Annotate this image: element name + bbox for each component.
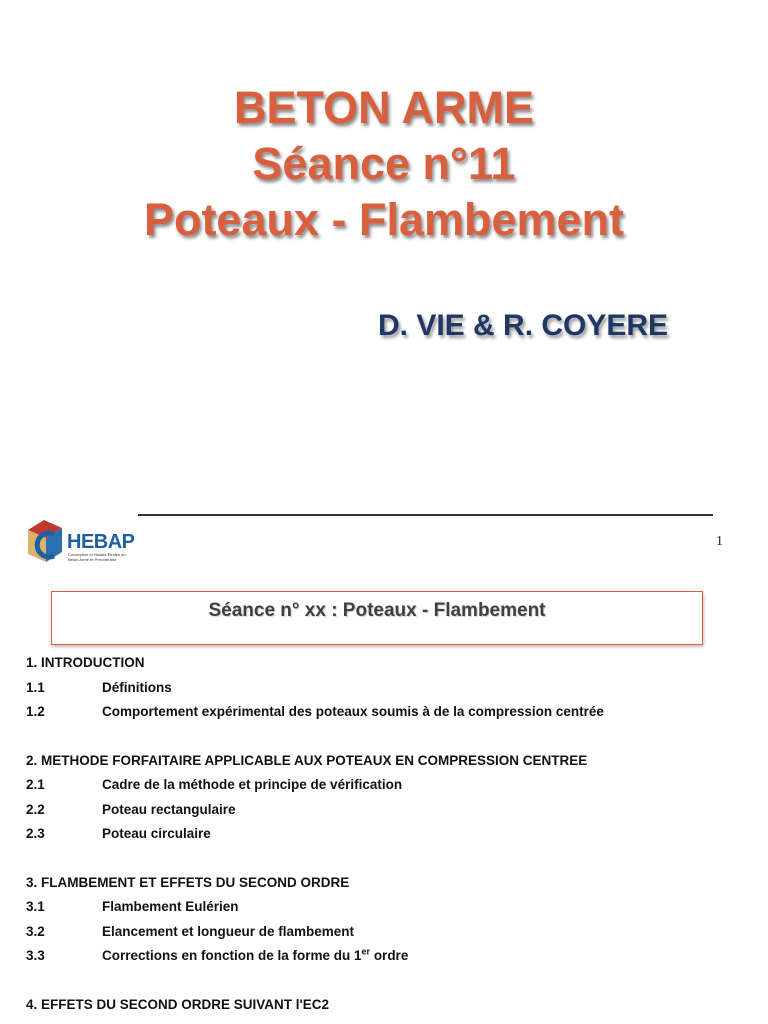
toc-heading-box	[51, 591, 703, 645]
chebap-logo	[24, 516, 134, 568]
toc-item-label: Cadre de la méthode et principe de vérification	[102, 777, 403, 792]
toc-section-title: 1. INTRODUCTION	[26, 655, 145, 670]
slide-title	[0, 80, 768, 248]
toc-item	[26, 801, 746, 826]
toc-item-label-sup: er	[361, 946, 371, 957]
toc-section-title: 3. FLAMBEMENT ET EFFETS DU SECOND ORDRE	[26, 874, 350, 890]
toc-item-label	[102, 948, 408, 963]
toc-section-title: 4. EFFETS DU SECOND ORDRE SUIVANT l'EC2	[26, 996, 329, 1012]
toc-item-label: Comportement expérimental des poteaux soumis à de la compression centrée	[102, 704, 604, 719]
page-number: 1	[716, 534, 723, 549]
divider	[138, 514, 713, 516]
toc-item-number: 2.3	[26, 826, 45, 841]
toc-item-label: Définitions	[102, 679, 172, 695]
toc-item	[26, 947, 746, 972]
toc-item-number: 1.2	[26, 704, 45, 719]
toc-item	[26, 923, 746, 948]
toc-section-title: 2. METHODE FORFAITAIRE APPLICABLE AUX POTEAUX EN COMPRESSION CENTREE	[26, 752, 588, 768]
toc-item	[26, 703, 746, 728]
toc-item-number: 3.1	[26, 899, 45, 914]
toc-item-number: 3.2	[26, 923, 45, 939]
toc-item-label: Poteau circulaire	[102, 826, 211, 841]
toc-item	[26, 898, 746, 923]
toc-item	[26, 679, 746, 704]
toc-item	[26, 825, 746, 850]
toc-item-label-text: Corrections en fonction de la forme du 1	[102, 948, 362, 963]
toc-item-number: 1.1	[26, 679, 45, 695]
table-of-contents	[26, 654, 746, 1020]
toc-heading: Séance n° xx : Poteaux - Flambement	[208, 600, 546, 621]
toc-item	[26, 776, 746, 801]
logo-subtitle: Conception et Hautes Études du Béton Armé et Précontraint	[68, 552, 126, 562]
title-line-1: BETON ARME	[233, 82, 534, 133]
toc-item-number: 2.2	[26, 801, 45, 817]
toc-item-number: 2.1	[26, 777, 45, 792]
title-line-3: Poteaux - Flambement	[143, 194, 625, 245]
toc-item-label-text: ordre	[370, 948, 409, 963]
toc-item-label: Poteau rectangulaire	[102, 801, 236, 817]
toc-item-label: Elancement et longueur de flambement	[102, 923, 355, 939]
authors: D. VIE & R. COYERE	[378, 309, 669, 342]
title-line-2: Séance n°11	[252, 138, 516, 189]
toc-item-label: Flambement Eulérien	[102, 899, 239, 914]
toc-item-number: 3.3	[26, 948, 45, 963]
cube-logo-icon	[24, 516, 68, 564]
logo-text: HEBAP	[67, 531, 135, 553]
